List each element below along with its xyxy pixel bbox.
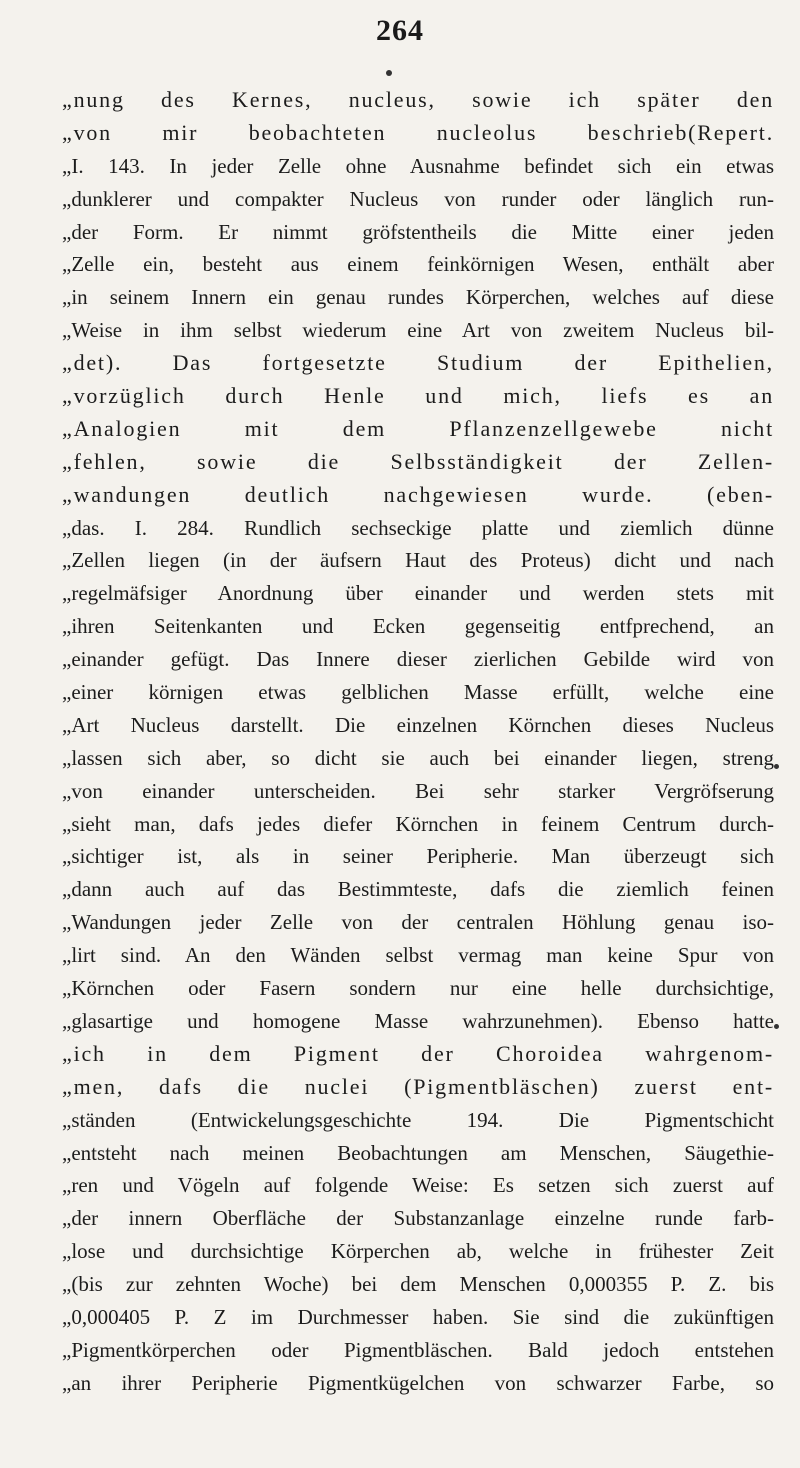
text-line: „der innern Oberfläche der Substanzanlage einzelne runde farb-: [62, 1206, 774, 1231]
text-line: „Analogien mit dem Pflanzenzellgewebe nicht: [62, 415, 774, 441]
text-line: „einander gefügt. Das Innere dieser zierlichen Gebilde wird von: [62, 647, 774, 672]
text-line: „ich in dem Pigment der Choroidea wahrgenom-: [62, 1040, 774, 1066]
text-line: „(bis zur zehnten Woche) bei dem Menschen 0,000355 P. Z. bis: [62, 1272, 774, 1297]
ink-speck: [774, 1024, 779, 1029]
text-line: „regelmäfsiger Anordnung über einander und werden stets mit: [62, 581, 774, 606]
text-line: „ren und Vögeln auf folgende Weise: Es setzen sich zuerst auf: [62, 1173, 774, 1198]
text-line: „Körnchen oder Fasern sondern nur eine helle durchsichtige,: [62, 976, 774, 1001]
text-line: „vorzüglich durch Henle und mich, liefs es an: [62, 383, 774, 409]
text-line: „ständen (Entwickelungsgeschichte 194. Die Pigmentschicht: [62, 1107, 774, 1132]
body-text: [62, 84, 774, 1400]
text-line: „Wandungen jeder Zelle von der centralen Höhlung genau iso-: [62, 910, 774, 935]
text-line: „Art Nucleus darstellt. Die einzelnen Körnchen dieses Nucleus: [62, 712, 774, 737]
text-line: „glasartige und homogene Masse wahrzunehmen). Ebenso hatte: [62, 1008, 774, 1033]
text-line: „sieht man, dafs jedes diefer Körnchen in feinem Centrum durch-: [62, 811, 774, 836]
text-line: „von mir beobachteten nucleolus beschrieb(Repert.: [62, 119, 774, 145]
ink-speck: [386, 70, 392, 76]
text-line: „Zellen liegen (in der äufsern Haut des Proteus) dicht und nach: [62, 548, 774, 573]
text-line: „das. I. 284. Rundlich sechseckige platte und ziemlich dünne: [62, 515, 774, 540]
text-line: „nung des Kernes, nucleus, sowie ich später den: [62, 87, 774, 112]
text-line: „I. 143. In jeder Zelle ohne Ausnahme befindet sich ein etwas: [62, 153, 774, 178]
text-line: „fehlen, sowie die Selbsständigkeit der Zellen-: [62, 448, 774, 474]
text-line: „von einander unterscheiden. Bei sehr starker Vergröfserung: [62, 778, 774, 803]
text-line: „entsteht nach meinen Beobachtungen am Menschen, Säugethie-: [62, 1140, 774, 1165]
text-line: „Weise in ihm selbst wiederum eine Art von zweitem Nucleus bil-: [62, 318, 774, 343]
page-number: 264: [376, 14, 424, 47]
text-line: „in seinem Innern ein genau rundes Körperchen, welches auf diese: [62, 285, 774, 310]
text-line: „sichtiger ist, als in seiner Peripherie. Man überzeugt sich: [62, 844, 774, 869]
text-line: „det). Das fortgesetzte Studium der Epithelien,: [62, 350, 774, 376]
text-line: „wandungen deutlich nachgewiesen wurde. (eben-: [62, 481, 774, 507]
text-line: „dunklerer und compakter Nucleus von runder oder länglich run-: [62, 186, 774, 211]
text-line: „Pigmentkörperchen oder Pigmentbläschen. Bald jedoch entstehen: [62, 1337, 774, 1362]
text-line: „0,000405 P. Z im Durchmesser haben. Sie sind die zukünftigen: [62, 1304, 774, 1329]
text-line: „der Form. Er nimmt gröfstentheils die Mitte einer jeden: [62, 219, 774, 244]
text-line: „an ihrer Peripherie Pigmentkügelchen von schwarzer Farbe, so: [62, 1370, 774, 1395]
text-line: „Zelle ein, besteht aus einem feinkörnigen Wesen, enthält aber: [62, 252, 774, 277]
ink-speck: [774, 764, 779, 769]
text-line: „einer körnigen etwas gelblichen Masse erfüllt, welche eine: [62, 680, 774, 705]
text-line: „men, dafs die nuclei (Pigmentbläschen) zuerst ent-: [62, 1073, 774, 1099]
text-line: „lirt sind. An den Wänden selbst vermag man keine Spur von: [62, 943, 774, 968]
text-line: „ihren Seitenkanten und Ecken gegenseitig entfprechend, an: [62, 614, 774, 639]
text-line: „lose und durchsichtige Körperchen ab, welche in frühester Zeit: [62, 1239, 774, 1264]
text-line: „lassen sich aber, so dicht sie auch bei einander liegen, streng: [62, 745, 774, 770]
text-line: „dann auch auf das Bestimmteste, dafs die ziemlich feinen: [62, 877, 774, 902]
